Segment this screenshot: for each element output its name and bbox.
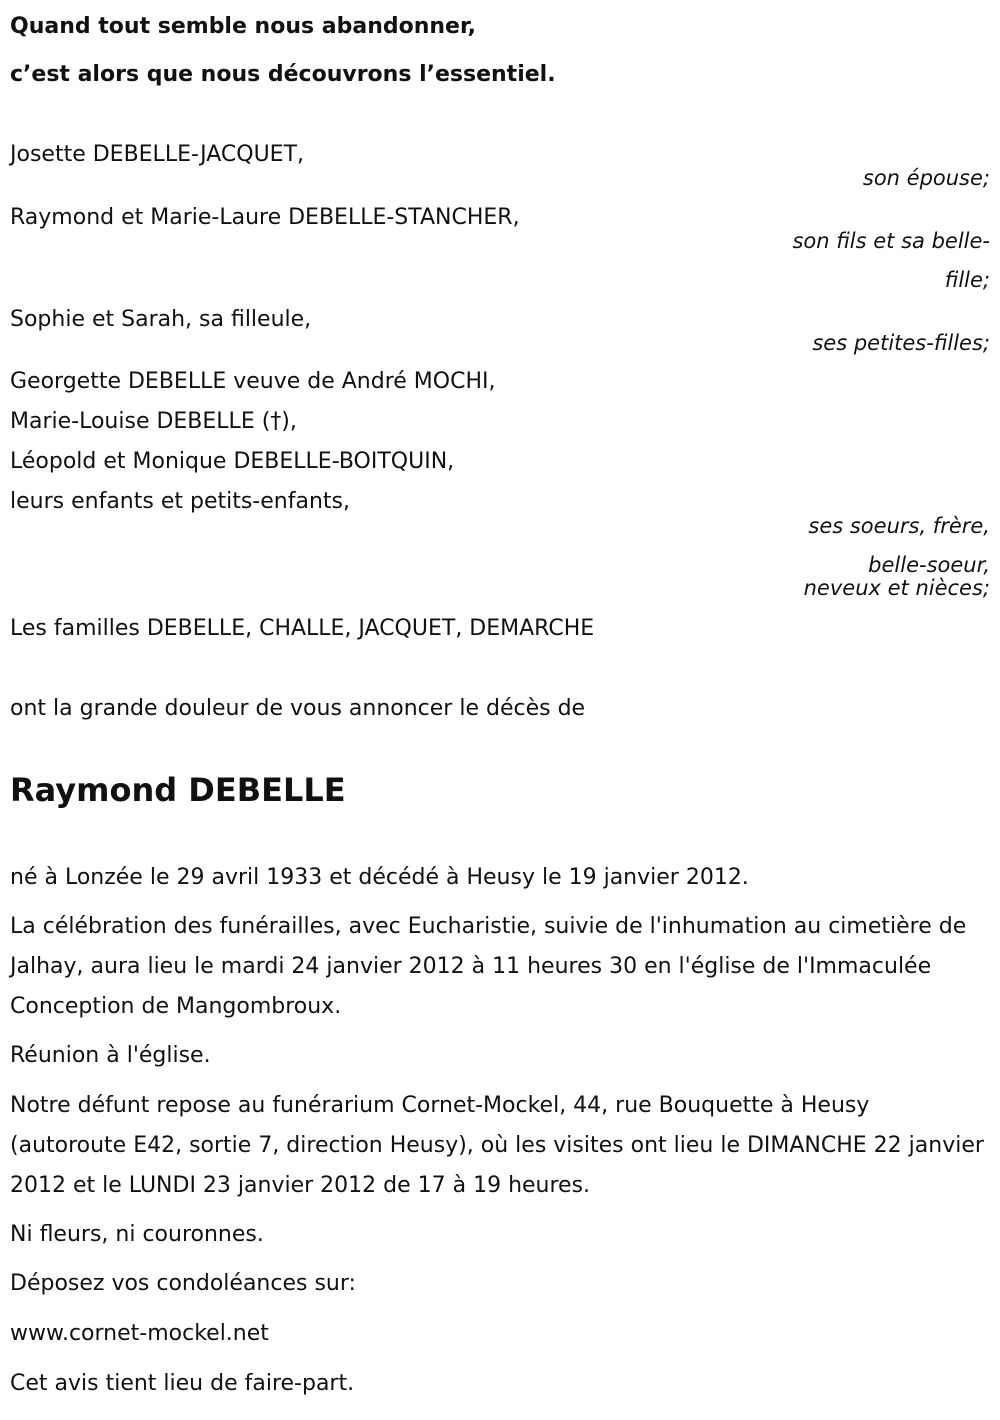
birth-death-paragraph: né à Lonzée le 29 avril 1933 et décédé à Heusy le 19 janvier 2012. — [10, 865, 749, 890]
quote-line-2: c’est alors que nous découvrons l’essentiel. — [10, 62, 556, 87]
family-relation: neveux et nièces; — [803, 576, 990, 600]
condolences-paragraph: Déposez vos condoléances sur: — [10, 1271, 356, 1296]
meeting-paragraph: Réunion à l'église. — [10, 1043, 211, 1068]
visitation-paragraph: Notre défunt repose au funérarium Cornet-Mockel, 44, rue Bouquette à Heusy (autoroute E42, sortie 7, direction Heusy), où les visites ont lieu le DIMANCHE 22 janvier 2012 et le LUNDI 23 janvier 2012 de 17 à 19 heures. — [10, 1093, 984, 1198]
family-relation: fille; — [944, 268, 990, 292]
flowers-paragraph: Ni fleurs, ni couronnes. — [10, 1222, 264, 1247]
family-relation: ses petites-filles; — [812, 331, 990, 355]
family-name: Raymond et Marie-Laure DEBELLE-STANCHER, — [10, 205, 520, 230]
quote-line-1: Quand tout semble nous abandonner, — [10, 14, 476, 39]
website-link[interactable]: www.cornet-mockel.net — [10, 1321, 269, 1346]
family-name: Marie-Louise DEBELLE (†), — [10, 409, 297, 434]
family-relation: son fils et sa belle- — [792, 229, 990, 253]
family-name: Léopold et Monique DEBELLE-BOITQUIN, — [10, 449, 455, 474]
family-relation: ses soeurs, frère, — [808, 514, 990, 538]
family-name: leurs enfants et petits-enfants, — [10, 489, 350, 514]
family-name: Georgette DEBELLE veuve de André MOCHI, — [10, 369, 496, 394]
family-relation: son épouse; — [862, 166, 990, 190]
family-name: Sophie et Sarah, sa filleule, — [10, 307, 312, 332]
announcement: ont la grande douleur de vous annoncer le décès de — [10, 696, 586, 721]
family-name: Josette DEBELLE-JACQUET, — [10, 142, 305, 167]
notice-paragraph: Cet avis tient lieu de faire-part. — [10, 1371, 355, 1396]
funeral-paragraph: La célébration des funérailles, avec Eucharistie, suivie de l'inhumation au cimetière de Jalhay, aura lieu le mardi 24 janvier 2012 à 11 heures 30 en l'église de l'Immaculée Conception de Mangombroux. — [10, 914, 967, 1019]
family-name: Les familles DEBELLE, CHALLE, JACQUET, DEMARCHE — [10, 616, 595, 641]
deceased-name: Raymond DEBELLE — [10, 771, 346, 809]
family-relation: belle-soeur, — [868, 553, 990, 577]
